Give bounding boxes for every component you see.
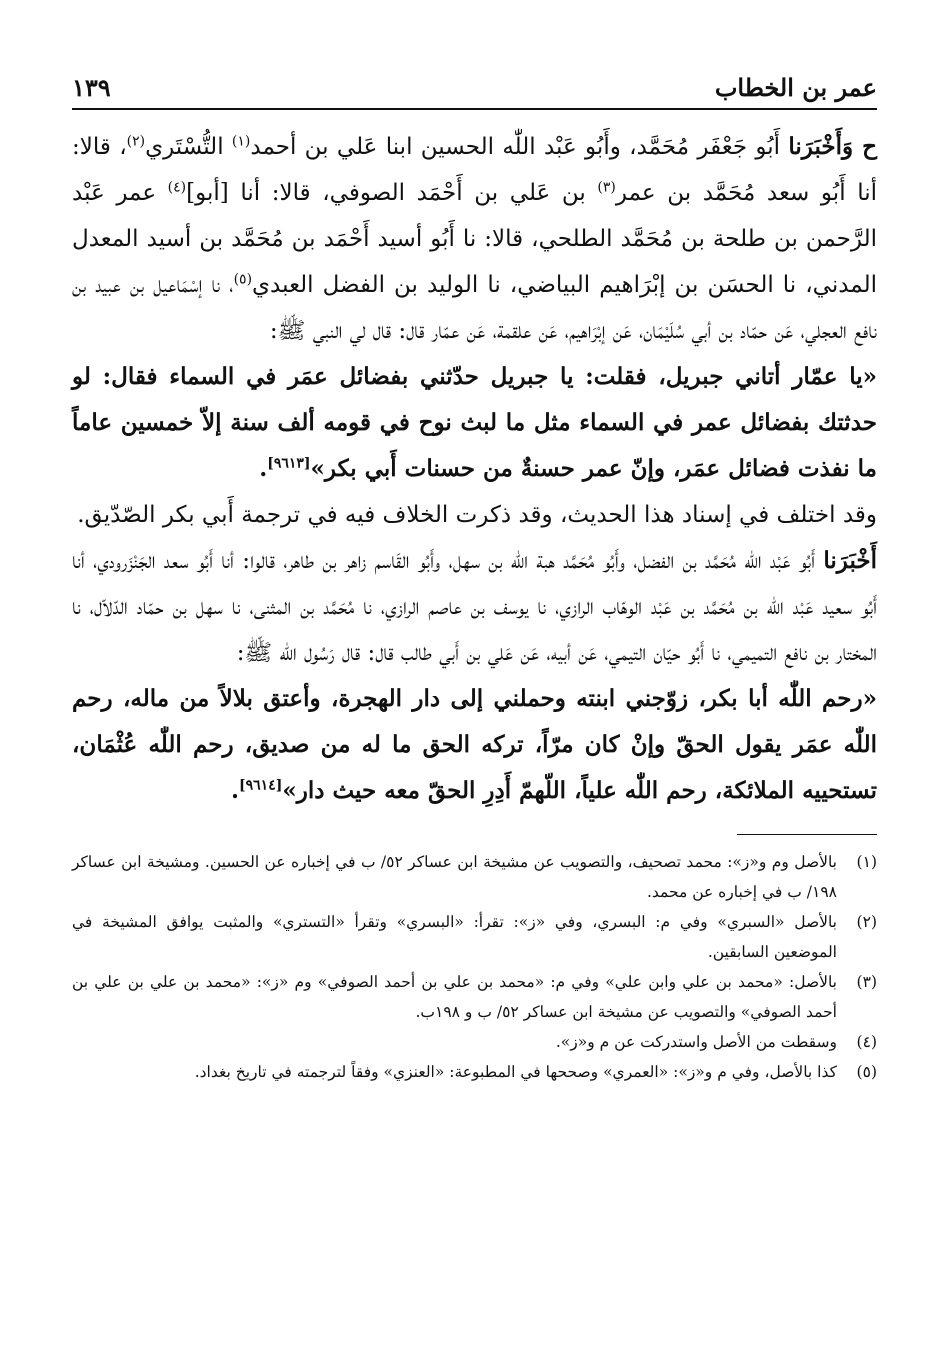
footnote-item [72, 1057, 877, 1087]
paragraph-text: التُّسْتَري [145, 134, 232, 160]
paragraph-isnad-2 [72, 538, 877, 676]
quote-text: «يا عمّار أتاني جبريل، فقلت: يا جبريل حدّثني بفضائل عمَر في السماء فقال: لو حدثتك بفضائل عمر في السماء مثل ما لبث نوح في قومه ألف سنة إلاّ خمسين عاماً ما نفذت فضائل عمَر، وإنّ عمر حسنةٌ من حسنات أَبي بكر» [72, 363, 878, 482]
paragraph-note [72, 492, 877, 538]
lead-word: ح وَأَخْبَرَنا [788, 133, 877, 160]
hadith-number: [٩٦١٣] [267, 455, 311, 472]
paragraph-text: أَبُو عَبْد اللّٰه مُحَمَّد بن الفضل، وأَبُو مُحَمَّد هبة اللّٰه بن سهل، وأَبُو القَاسم زاهر بن طاهر، قالوا: أنا أَبُو سعد الجَنْزَرودي، أنا أَبُو سعيد عَبْد اللّٰه بن مُحَمَّد بن عَبْد الوهّاب الرازي، نا يوسف بن عاصم الرازي، نا مُحَمَّد بن المثنى، نا سهل بن حمّاد الدّلاّل، نا المختار بن نافع التميمي، نا أَبُو حيّان التيمي، عَن أبيه، عَن عَلي بن أَبي طالب قال: قال رَسُول اللّٰه ﷺ: [72, 548, 877, 666]
paragraph-text: وقد اختلف في إسناد هذا الحديث، وقد ذكرت الخلاف فيه في ترجمة أَبي بكر الصّدّيق. [77, 502, 877, 528]
footnote-item [72, 847, 877, 907]
footnote-item [72, 907, 877, 967]
quote-text: «رحم اللّٰه أبا بكر، زوّجني ابنته وحملني إلى دار الهجرة، وأعتق بلالاً من ماله، رحم اللّٰه عمَر يقول الحقّ وإنْ كان مرّاً، تركه الحق ما له من صديق، رحم اللّٰه عُثْمَان، تستحييه الملائكة، رحم اللّٰه علياً، اللّهمّ أَدِرِ الحقّ معه حيث دار» [72, 685, 877, 804]
footnote-marker: (٥) [233, 271, 253, 288]
chapter-title: عمر بن الخطاب [714, 73, 877, 102]
footnote-number: (٢) [856, 913, 877, 931]
paragraph-text: أَبُو جَعْفَر مُحَمَّد، وأَبُو عَبْد اللّٰه الحسين ابنا عَلي بن أحمد [250, 134, 789, 160]
footnote-item [72, 1027, 877, 1057]
paragraph-text: ، نا إسْمَاعيل بن عبيد بن نافع العجلي، عَن حمّاد بن أبي سُلَيْمَان، عَن إبْرَاهيم، عَن علقمة، عَن عمّار قال: قال لي النبي ﷺ: [72, 272, 877, 344]
footnote-number: (١) [856, 853, 877, 871]
lead-word: أَخْبَرَنا [823, 547, 877, 574]
footnote-text: بالأصل وم و«ز»: محمد تصحيف، والتصويب عن مشيخة ابن عساكر ٥٢/ ب في إخباره عن الحسين. ومشيخة ابن عساكر ١٩٨/ ب في إخباره عن محمد. [72, 853, 837, 901]
footnotes [72, 847, 877, 1087]
footnote-divider [737, 834, 877, 835]
main-text [72, 124, 877, 814]
footnote-text: بالأصل «السبري» وفي م: البسري، وفي «ز»: تقرأ: «البسري» وتقرأ «التستري» والمثبت يوافق المشيخة في الموضعين السابقين. [72, 913, 837, 961]
footnote-marker: (٢) [126, 133, 146, 150]
paragraph-text: بن عَلي بن أَحْمَد الصوفي، قالا: أنا [أبو] [186, 180, 598, 206]
hadith-quote-2 [72, 676, 877, 814]
paragraph-text: عمر عَبْد الرَّحمن بن طلحة بن مُحَمَّد الطلحي، قالا: نا أَبُو أسيد أَحْمَد بن مُحَمَّد بن أسيد المعدل المدني، نا الحسَن بن إبْرَاهيم البياضي، نا الوليد بن الفضل العبدي [72, 180, 877, 298]
quote-end: . [259, 455, 268, 482]
quote-end: . [231, 777, 240, 804]
footnote-marker: (٣) [597, 179, 616, 196]
running-header [72, 72, 877, 110]
footnote-marker: (١) [231, 133, 251, 150]
footnote-number: (٣) [856, 973, 877, 991]
footnote-number: (٤) [856, 1033, 877, 1051]
paragraph-isnad-1 [72, 124, 877, 354]
footnote-text: كذا بالأصل، وفي م و«ز»: «العمري» وصححها في المطبوعة: «العنزي» وفقاً لترجمته في تاريخ بغداد. [194, 1063, 837, 1081]
footnote-text: وسقطت من الأصل واستدركت عن م و«ز». [555, 1033, 837, 1051]
footnote-marker: (٤) [167, 179, 187, 196]
footnote-text: بالأصل: «محمد بن علي وابن علي» وفي م: «محمد بن علي بن أحمد الصوفي» وم «ز»: «محمد بن علي بن علي بن أحمد الصوفي» والتصويب عن مشيخة ابن عساكر ٥٢/ ب و ١٩٨ب. [72, 973, 837, 1021]
hadith-quote-1 [72, 354, 877, 492]
paragraph-text: ، قالا: أنا أَبُو سعد مُحَمَّد بن عمر [72, 134, 877, 206]
footnote-number: (٥) [856, 1063, 877, 1081]
hadith-number: [٩٦١٤] [239, 777, 283, 794]
footnote-item [72, 967, 877, 1027]
page-number: ١٣٩ [72, 73, 111, 102]
